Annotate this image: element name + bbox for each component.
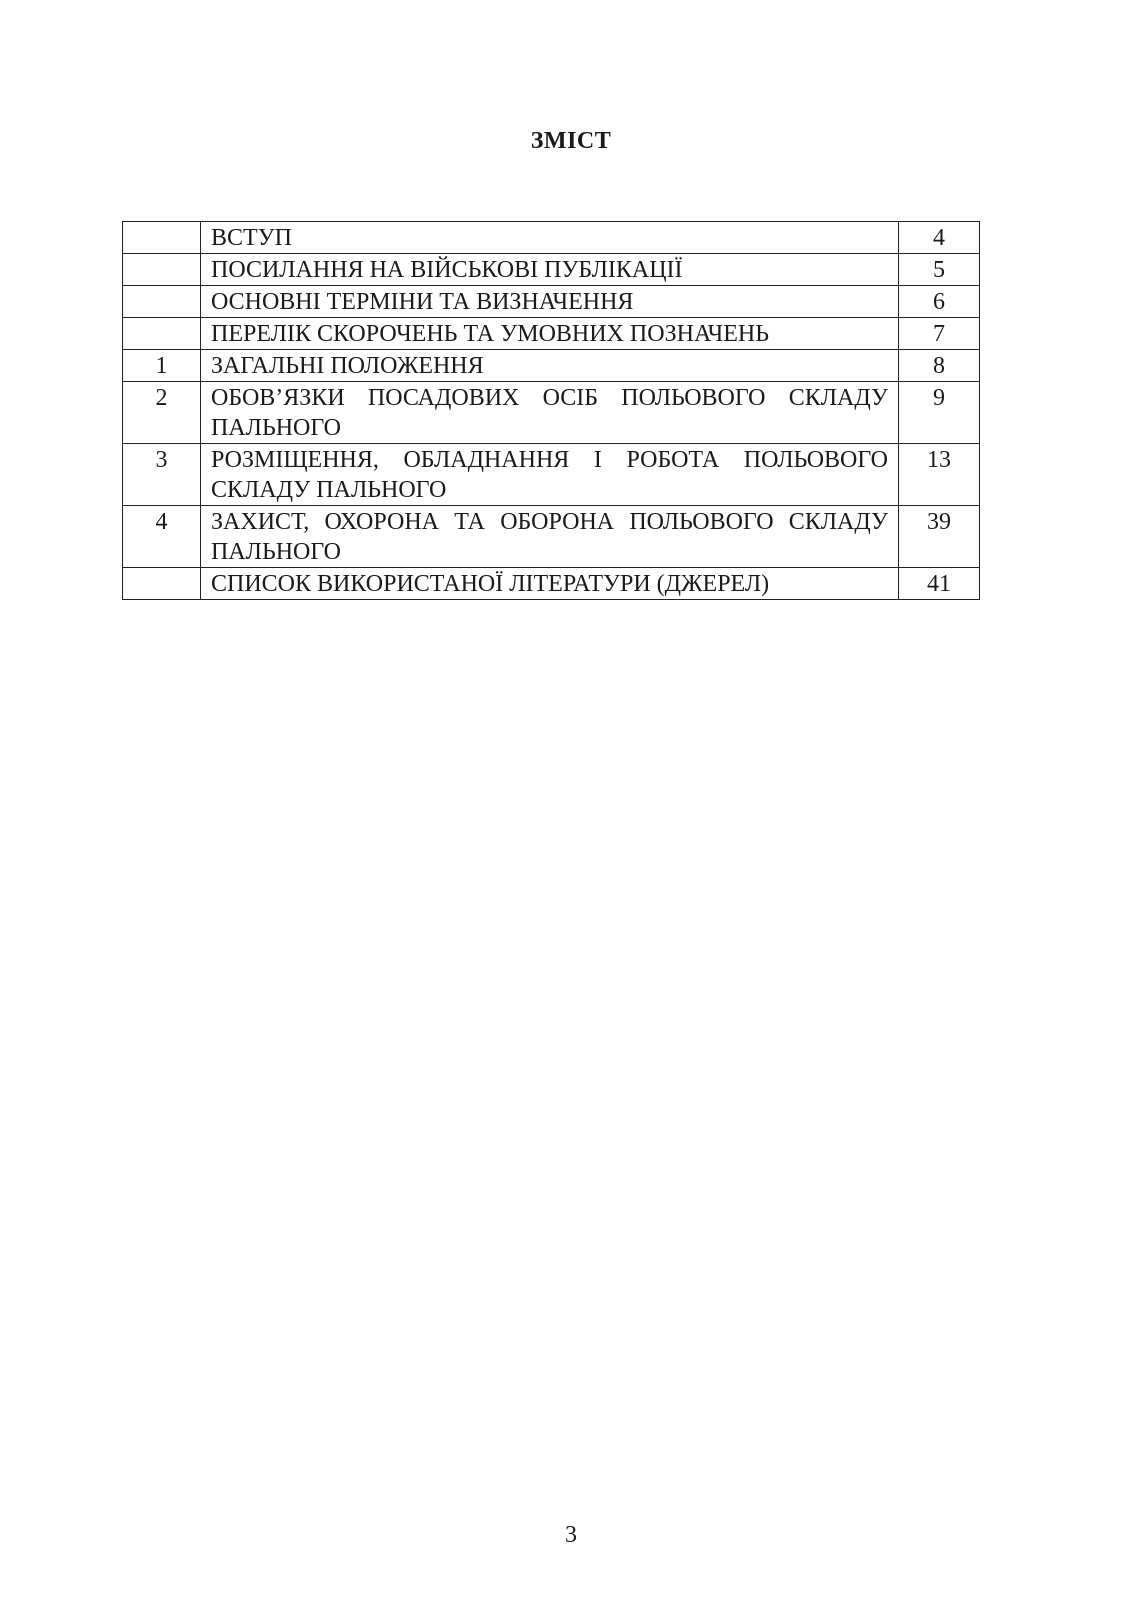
toc-row bbox=[123, 444, 980, 506]
toc-row bbox=[123, 568, 980, 600]
page-number: 3 bbox=[565, 1522, 577, 1548]
toc-entry-title: ПОСИЛАННЯ НА ВІЙСЬКОВІ ПУБЛІКАЦІЇ bbox=[201, 254, 899, 286]
toc-row bbox=[123, 286, 980, 318]
page-title: ЗМІСТ bbox=[530, 128, 612, 154]
toc-row bbox=[123, 254, 980, 286]
toc-row bbox=[123, 318, 980, 350]
toc-entry-title: ОБОВ’ЯЗКИ ПОСАДОВИХ ОСІБ ПОЛЬОВОГО СКЛАДУ ПАЛЬНОГО bbox=[201, 382, 899, 444]
toc-entry-title: РОЗМІЩЕННЯ, ОБЛАДНАННЯ І РОБОТА ПОЛЬОВОГО СКЛАДУ ПАЛЬНОГО bbox=[201, 444, 899, 506]
toc-section-number: 2 bbox=[123, 382, 201, 444]
toc-page-number: 8 bbox=[899, 350, 980, 382]
toc-entry-title: ПЕРЕЛІК СКОРОЧЕНЬ ТА УМОВНИХ ПОЗНАЧЕНЬ bbox=[201, 318, 899, 350]
toc-entry-title: ВСТУП bbox=[201, 222, 899, 254]
toc-page-number: 13 bbox=[899, 444, 980, 506]
toc-page-number: 41 bbox=[899, 568, 980, 600]
toc-row bbox=[123, 382, 980, 444]
toc-section-number: 1 bbox=[123, 350, 201, 382]
toc-page-number: 39 bbox=[899, 506, 980, 568]
toc-entry-title: ЗАГАЛЬНІ ПОЛОЖЕННЯ bbox=[201, 350, 899, 382]
toc-section-number: 3 bbox=[123, 444, 201, 506]
toc-entry-title: ЗАХИСТ, ОХОРОНА ТА ОБОРОНА ПОЛЬОВОГО СКЛАДУ ПАЛЬНОГО bbox=[201, 506, 899, 568]
toc-section-number: 4 bbox=[123, 506, 201, 568]
toc-row bbox=[123, 350, 980, 382]
toc-section-number bbox=[123, 222, 201, 254]
toc-row bbox=[123, 506, 980, 568]
toc-page-number: 9 bbox=[899, 382, 980, 444]
table-of-contents bbox=[122, 221, 980, 600]
toc-page-number: 4 bbox=[899, 222, 980, 254]
toc-section-number bbox=[123, 286, 201, 318]
toc-section-number bbox=[123, 254, 201, 286]
toc-page-number: 7 bbox=[899, 318, 980, 350]
toc-page-number: 6 bbox=[899, 286, 980, 318]
toc-entry-title: СПИСОК ВИКОРИСТАНОЇ ЛІТЕРАТУРИ (ДЖЕРЕЛ) bbox=[201, 568, 899, 600]
toc-section-number bbox=[123, 318, 201, 350]
toc-row bbox=[123, 222, 980, 254]
toc-section-number bbox=[123, 568, 201, 600]
toc-entry-title: ОСНОВНІ ТЕРМІНИ ТА ВИЗНАЧЕННЯ bbox=[201, 286, 899, 318]
toc-page-number: 5 bbox=[899, 254, 980, 286]
